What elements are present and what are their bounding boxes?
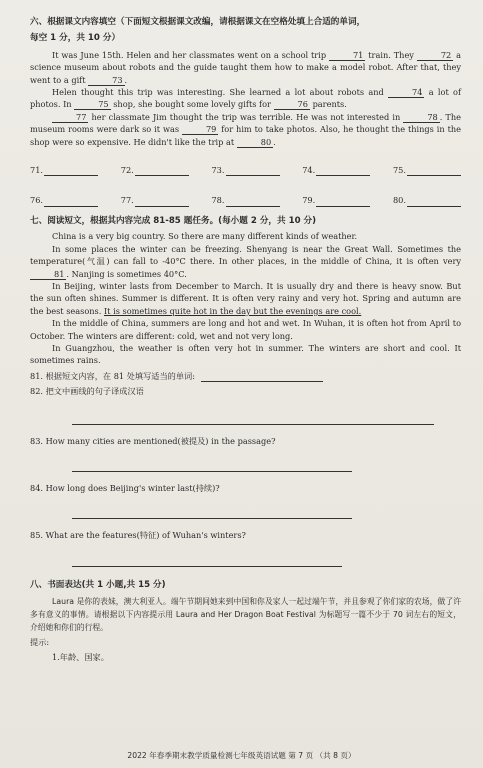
answer-line-71[interactable] (44, 165, 98, 176)
question-81: 81. 根据短文内容，在 81 处填写适当的单词: (30, 370, 461, 382)
question-85: 85. What are the features(特征) of Wuhan's winters? (30, 530, 246, 541)
blank-75: 75 (74, 99, 110, 110)
blank-81: 81 (30, 269, 66, 280)
blank-77: 77 (52, 112, 88, 123)
blank-79: 79 (182, 124, 218, 135)
blank-74: 74 (388, 87, 424, 98)
blank-71: 71 (329, 50, 365, 61)
answer-line-81[interactable] (201, 371, 323, 382)
answer-row-2: 76. 77. 78. 79. 80. (30, 194, 461, 206)
blank-73: 73 (88, 75, 124, 86)
question-83: 83. How many cities are mentioned(被提及) in the passage? (30, 435, 276, 446)
answer-line-79[interactable] (316, 196, 370, 207)
blank-72: 72 (417, 50, 453, 61)
s6-paragraph-2: Helen thought this trip was interesting. She learned a lot about robots and 74 a lot of photos. In 75 shop, she bought some lovely gifts for 76 parents. (30, 87, 461, 110)
question-84: 84. How long does Beijing's winter last(持续)? (30, 482, 220, 493)
section8-title: 八、书面表达(共 1 小题,共 15 分) (30, 579, 166, 590)
s7-paragraph-1: China is a very big country. So there are many different kinds of weather. (52, 231, 358, 242)
s6-paragraph-1: It was June 15th. Helen and her classmates went on a school trip 71 train. They 72 a science museum about robots and the guide taught them how to make a model robot. After that, they went to a gift 73 . (30, 49, 461, 85)
answer-line-76[interactable] (44, 196, 98, 207)
section6-title: 六、根据课文内容填空（下面短文根据课文改编，请根据课文在空格处填上合适的单词， (30, 17, 366, 27)
s7-paragraph-3: In Beijing, winter lasts from December to March. It is usually dry and there is heavy snow. But the sun often shines. Summer is different. It is often very rainy and very hot. Spring and autumn are the best seasons. It is sometimes quite hot in the day but the evenings are cool. (30, 280, 461, 316)
answer-line-85[interactable] (72, 554, 342, 567)
answer-line-82[interactable] (72, 412, 434, 425)
underlined-sentence: It is sometimes quite hot in the day but the evenings are cool. (103, 305, 362, 316)
answer-line-73[interactable] (226, 165, 280, 176)
s8-hint-item-1: 1.年龄、国家。 (52, 651, 109, 662)
answer-line-83[interactable] (72, 459, 352, 472)
s8-prompt: Laura 是你的表妹，澳大利亚人。端午节期间她来到中国和你及家人一起过端午节，并且参观了你们家的农场，做了许多有意义的事情。请根据以下内容提示用 Laura and Her Dragon Boat Festival 为标题写一篇不少于 70 词左右的短文，介绍她和你们的行程。 (30, 597, 461, 633)
section7-title: 七、阅读短文，根据其内容完成 81-85 题任务。(每小题 2 分，共 10 分) (30, 215, 317, 226)
page-footer: 2022 年春季期末教学质量检测七年级英语试题 第 7 页 （共 8 页） (127, 750, 356, 760)
s7-paragraph-2: In some places the winter can be freezing. Shenyang is near the Great Wall. Sometimes the temperature(气温) can fall to -40°C there. In other places, in the middle of China, it is often very 81 . Nanjing is sometimes 40°C. (30, 243, 461, 279)
s8-hint-label: 提示: (30, 637, 50, 648)
blank-78: 78 (403, 112, 439, 123)
s6-paragraph-3: 77 her classmate Jim thought the trip was terrible. He was not interested in 78 . The museum rooms were dark so it was 79 for him to take photos. Also, he thought the things in the shop were so expensive. He didn't like the trip at 80 . (30, 111, 461, 147)
s7-paragraph-4: In the middle of China, summers are long and hot and wet. In Wuhan, it is often hot from April to October. The winters are different: cold, wet and not very long. (30, 318, 461, 341)
answer-line-80[interactable] (407, 196, 461, 207)
s7-paragraph-5: In Guangzhou, the weather is often very hot in summer. The winters are short and cool. It sometimes rains. (30, 342, 461, 366)
answer-line-74[interactable] (316, 165, 370, 176)
question-82: 82. 把文中画线的句子译成汉语 (30, 386, 144, 397)
answer-line-77[interactable] (135, 196, 189, 207)
answer-line-72[interactable] (135, 165, 189, 176)
section6-score: 每空 1 分，共 10 分） (30, 33, 121, 44)
blank-76: 76 (274, 99, 310, 110)
answer-line-75[interactable] (407, 165, 461, 176)
blank-80: 80 (237, 137, 273, 148)
answer-row-1: 71. 72. 73. 74. 75. (30, 164, 461, 176)
answer-line-78[interactable] (226, 196, 280, 207)
answer-line-84[interactable] (72, 506, 352, 519)
